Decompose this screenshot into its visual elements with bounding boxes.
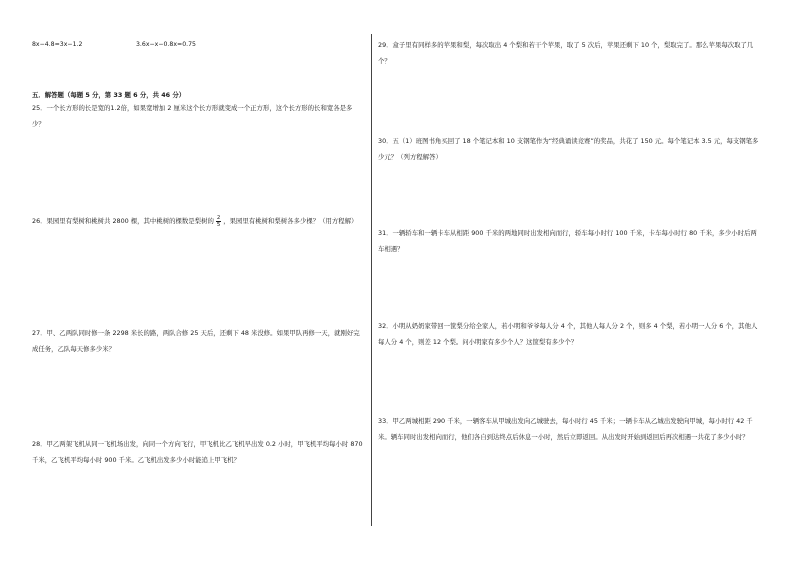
fraction-numerator: 2: [216, 214, 221, 221]
question-26: [32, 213, 365, 229]
equation-row: [32, 37, 365, 53]
question-26-text-before: 26．果园里有梨树和桃树共 2800 棵，其中桃树的棵数是梨树的: [32, 217, 214, 225]
question-33: 33．甲乙两城相距 290 千米，一辆客车从甲城出发向乙城驶去，每小时行 45 千米；一辆卡车从乙城出发驶向甲城，每小时行 42 千米。辆车同时出发相向而行，他们各自到达终点后休息一小时，然后立即返回。从出发时开始到返回后再次相遇一共花了多少小时？: [378, 417, 753, 441]
question-32: 32．小明从奶奶家带回一筐梨分给全家人，若小明和爷爷每人分 4 个，其他人每人分 2 个，则多 4 个梨，若小明一人分 6 个，其他人每人分 4 个，则差 12 个梨。问小明家有多少个人？这筐梨有多少个？: [378, 322, 758, 346]
fraction-denominator: 5: [216, 221, 221, 228]
section-heading: 五．解答题（每题 5 分，第 33 题 6 分，共 46 分）: [32, 91, 186, 99]
question-25: 25．一个长方形的长是宽的1.2倍，如果宽增加 2 厘米这个长方形就变成一个正方形，这个长方形的长和宽各是多少？: [32, 104, 353, 128]
question-27: 27．甲、乙两队同时修一条 2298 米长的路，两队合修 25 天后，还剩下 48 米没修。如果甲队再修一天，就刚好完成任务，乙队每天修多少米？: [32, 329, 360, 353]
equation-1: 8x−4.8=3x−1.2: [32, 41, 83, 48]
column-divider: [371, 34, 372, 526]
question-28: 28．甲乙两架飞机从同一飞机场出发，向同一个方向飞行，甲飞机比乙飞机早出发 0.2 小时，甲飞机平均每小时 870 千米，乙飞机平均每小时 900 千米。乙飞机出发多少小时能追上甲飞机？: [32, 440, 363, 464]
question-30: 30．五（1）班图书角买回了 18 个笔记本和 10 支钢笔作为“经典诵读竞赛”的奖品，共花了 150 元。每个笔记本 3.5 元，每支钢笔多少元？（列方程解答）: [378, 137, 759, 161]
question-29: 29．盒子里有同样多的苹果和梨，每次取出 4 个梨和若干个苹果，取了 5 次后，苹果还剩下 10 个，梨取完了。那么苹果每次取了几个？: [378, 41, 754, 65]
fraction-two-fifths: [216, 215, 221, 228]
equation-2: 3.6x−x−0.8x=0.75: [136, 41, 196, 48]
question-26-text-after: ，果园里有桃树和梨树各多少棵？（用方程解）: [223, 217, 358, 225]
question-31: 31．一辆轿车和一辆卡车从相距 900 千米的两地同时出发相向而行，轿车每小时行 100 千米，卡车每小时行 80 千米，多少小时后两车相遇？: [378, 229, 757, 253]
